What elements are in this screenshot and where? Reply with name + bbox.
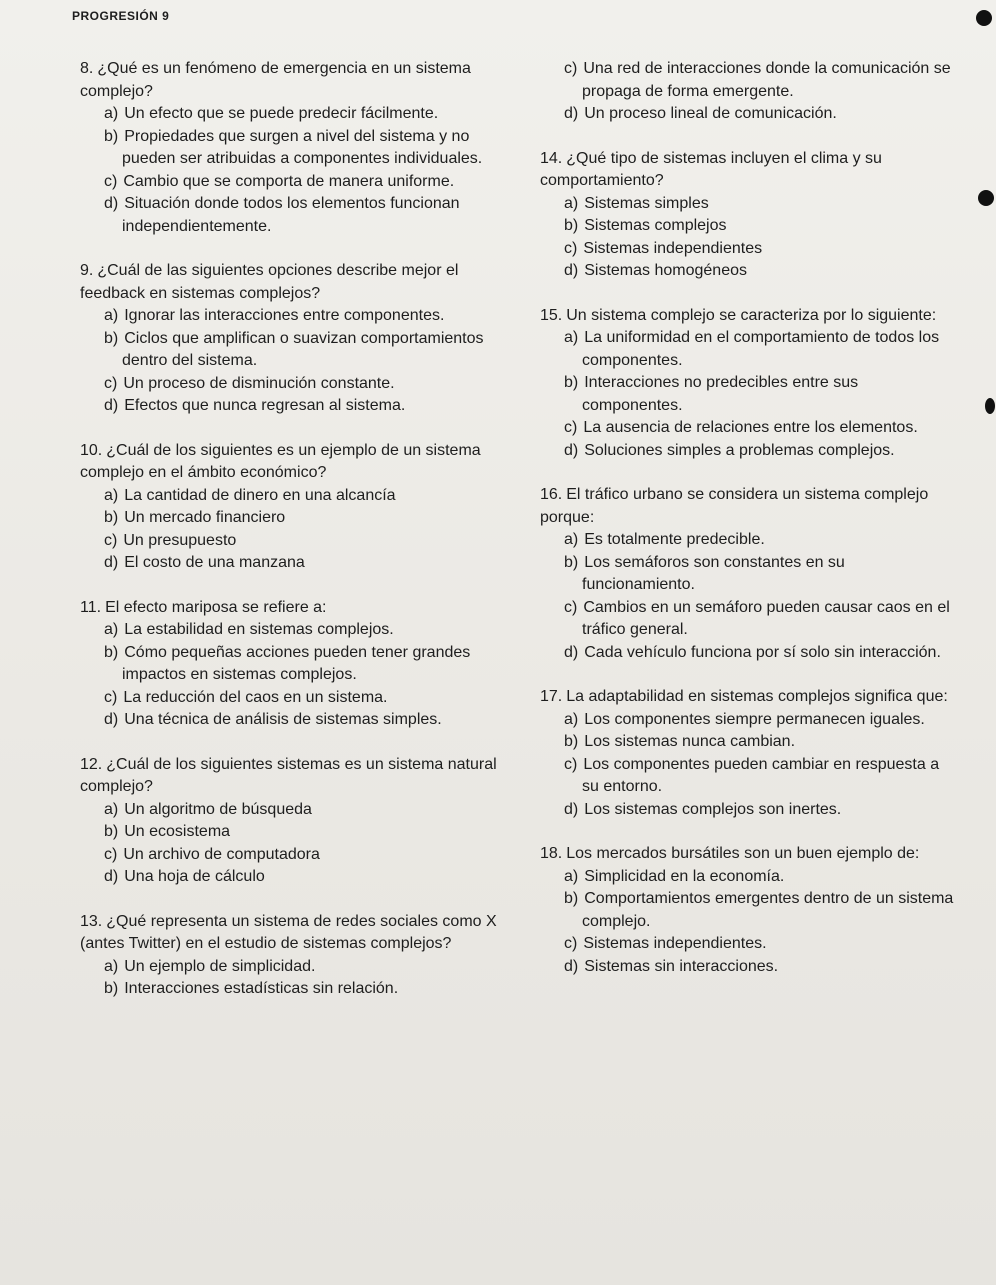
question-text: Los mercados bursátiles son un buen ejemplo de: <box>566 845 920 862</box>
option-a[interactable]: a) La estabilidad en sistemas complejos. <box>104 621 394 638</box>
option-a[interactable]: a) Simplicidad en la economía. <box>564 867 785 885</box>
option-b[interactable]: b) Propiedades que surgen a nivel del sistema y no pueden ser atribuidas a componentes individuales. <box>104 127 483 167</box>
option-b[interactable]: b) Un ecosistema <box>104 823 231 840</box>
question-text: ¿Cuál de las siguientes opciones describe mejor el feedback en sistemas complejos? <box>80 262 459 302</box>
option-b[interactable]: b) Cómo pequeñas acciones pueden tener grandes impactos en sistemas complejos. <box>104 643 471 683</box>
binder-hole-dot <box>985 398 995 414</box>
option-c[interactable]: c) Un presupuesto <box>104 531 237 549</box>
right-column <box>540 58 960 978</box>
question-text: El tráfico urbano se considera un sistema complejo porque: <box>540 486 929 526</box>
page-title: PROGRESIÓN 9 <box>72 9 170 23</box>
option-a[interactable]: a) Un algoritmo de búsqueda <box>104 800 312 818</box>
option-b[interactable]: b) Un mercado financiero <box>104 509 286 526</box>
question-text: La adaptabilidad en sistemas complejos significa que: <box>566 688 948 705</box>
option-a[interactable]: a) Un ejemplo de simplicidad. <box>104 957 316 975</box>
option-d[interactable]: d) Un proceso lineal de comunicación. <box>564 105 837 122</box>
option-a[interactable]: a) Ignorar las interacciones entre componentes. <box>104 307 445 324</box>
left-column <box>80 58 500 1001</box>
question-18: 18. Los mercados bursátiles son un buen ejemplo de: a) Simplicidad en la economía. b) Comportamientos emergentes dentro de un sistema complejo. c) Sistemas independientes. d) Sistemas sin interacciones. <box>540 843 960 978</box>
question-text: ¿Qué tipo de sistemas incluyen el clima y su comportamiento? <box>540 149 882 189</box>
question-text: ¿Cuál de los siguientes sistemas es un sistema natural complejo? <box>80 755 497 795</box>
option-a[interactable]: a) La uniformidad en el comportamiento de todos los componentes. <box>564 329 940 369</box>
option-b[interactable]: b) Los semáforos son constantes en su funcionamiento. <box>564 553 845 593</box>
question-9: 9. ¿Cuál de las siguientes opciones describe mejor el feedback en sistemas complejos? a) Ignorar las interacciones entre componentes. b) Ciclos que amplifican o suavizan comportamientos dentro del sistema. c) Un proceso de disminución constante. d) Efectos que nunca regresan al sistema. <box>80 260 500 418</box>
option-d[interactable]: d) Una técnica de análisis de sistemas simples. <box>104 711 442 728</box>
option-c[interactable]: c) Un proceso de disminución constante. <box>104 374 395 392</box>
option-c[interactable]: c) Un archivo de computadora <box>104 845 320 863</box>
binder-hole-dot <box>976 10 992 26</box>
option-a[interactable]: a) Es totalmente predecible. <box>564 531 765 548</box>
option-c[interactable]: c) Sistemas independientes <box>564 239 763 257</box>
question-13-continued <box>540 58 960 126</box>
option-d[interactable]: d) Sistemas sin interacciones. <box>564 957 779 975</box>
question-16: 16. El tráfico urbano se considera un sistema complejo porque: a) Es totalmente predecible. b) Los semáforos son constantes en su funcionamiento. c) Cambios en un semáforo pueden causar caos en el tráfico general. d) Cada vehículo funciona por sí solo sin interacción. <box>540 484 960 664</box>
question-text: Un sistema complejo se caracteriza por lo siguiente: <box>566 306 937 324</box>
option-b[interactable]: b) Los sistemas nunca cambian. <box>564 733 796 750</box>
option-d[interactable]: d) Soluciones simples a problemas complejos. <box>564 441 895 459</box>
option-a[interactable]: a) Sistemas simples <box>564 194 709 212</box>
option-b[interactable]: b) Ciclos que amplifican o suavizan comportamientos dentro del sistema. <box>104 329 484 369</box>
question-14: 14. ¿Qué tipo de sistemas incluyen el clima y su comportamiento? a) Sistemas simples b) Sistemas complejos c) Sistemas independientes d) Sistemas homogéneos <box>540 148 960 283</box>
question-17: 17. La adaptabilidad en sistemas complejos significa que: a) Los componentes siempre permanecen iguales. b) Los sistemas nunca cambian. c) Los componentes pueden cambiar en respuesta a su entorno. d) Los sistemas complejos son inertes. <box>540 686 960 821</box>
question-text: El efecto mariposa se refiere a: <box>105 598 327 616</box>
option-c[interactable]: c) Una red de interacciones donde la comunicación se propaga de forma emergente. <box>564 60 951 100</box>
question-text: ¿Qué representa un sistema de redes sociales como X (antes Twitter) en el estudio de sistemas complejos? <box>80 912 497 952</box>
binder-hole-dot <box>978 190 994 206</box>
question-12: 12. ¿Cuál de los siguientes sistemas es un sistema natural complejo? a) Un algoritmo de búsqueda b) Un ecosistema c) Un archivo de computadora d) Una hoja de cálculo <box>80 754 500 889</box>
option-c[interactable]: c) Sistemas independientes. <box>564 935 767 952</box>
option-b[interactable]: b) Interacciones estadísticas sin relación. <box>104 980 399 997</box>
option-a[interactable]: a) Un efecto que se puede predecir fácilmente. <box>104 105 439 122</box>
option-b[interactable]: b) Interacciones no predecibles entre sus componentes. <box>564 374 859 414</box>
option-b[interactable]: b) Sistemas complejos <box>564 217 727 234</box>
question-13: 13. ¿Qué representa un sistema de redes sociales como X (antes Twitter) en el estudio de sistemas complejos? a) Un ejemplo de simplicidad. b) Interacciones estadísticas sin relación. <box>80 911 500 1001</box>
option-c[interactable]: c) La reducción del caos en un sistema. <box>104 688 388 706</box>
option-c[interactable]: c) Cambios en un semáforo pueden causar caos en el tráfico general. <box>564 598 950 638</box>
option-d[interactable]: d) Sistemas homogéneos <box>564 262 747 279</box>
option-b[interactable]: b) Comportamientos emergentes dentro de un sistema complejo. <box>564 890 954 930</box>
option-d[interactable]: d) Situación donde todos los elementos funcionan independientemente. <box>104 195 460 235</box>
option-d[interactable]: d) Cada vehículo funciona por sí solo sin interacción. <box>564 643 941 661</box>
option-d[interactable]: d) Una hoja de cálculo <box>104 868 265 885</box>
option-a[interactable]: a) Los componentes siempre permanecen iguales. <box>564 710 925 728</box>
option-c[interactable]: c) Cambio que se comporta de manera uniforme. <box>104 172 455 190</box>
option-d[interactable]: d) Los sistemas complejos son inertes. <box>564 800 842 818</box>
question-11: 11. El efecto mariposa se refiere a: a) La estabilidad en sistemas complejos. b) Cómo pequeñas acciones pueden tener grandes impactos en sistemas complejos. c) La reducción del caos en un sistema. d) Una técnica de análisis de sistemas simples. <box>80 597 500 732</box>
question-text: ¿Cuál de los siguientes es un ejemplo de un sistema complejo en el ámbito económico? <box>80 441 481 481</box>
option-c[interactable]: c) La ausencia de relaciones entre los elementos. <box>564 419 918 436</box>
option-a[interactable]: a) La cantidad de dinero en una alcancía <box>104 486 396 504</box>
option-d[interactable]: d) El costo de una manzana <box>104 554 305 571</box>
question-15: 15. Un sistema complejo se caracteriza por lo siguiente: a) La uniformidad en el comportamiento de todos los componentes. b) Interacciones no predecibles entre sus componentes. c) La ausencia de relaciones entre los elementos. d) Soluciones simples a problemas complejos. <box>540 305 960 463</box>
question-text: ¿Qué es un fenómeno de emergencia en un sistema complejo? <box>80 60 471 100</box>
option-d[interactable]: d) Efectos que nunca regresan al sistema. <box>104 397 406 414</box>
question-10: 10. ¿Cuál de los siguientes es un ejemplo de un sistema complejo en el ámbito económico? a) La cantidad de dinero en una alcancía b) Un mercado financiero c) Un presupuesto d) El costo de una manzana <box>80 440 500 575</box>
option-c[interactable]: c) Los componentes pueden cambiar en respuesta a su entorno. <box>564 755 940 795</box>
question-8: 8. ¿Qué es un fenómeno de emergencia en un sistema complejo? a) Un efecto que se puede predecir fácilmente. b) Propiedades que surgen a nivel del sistema y no pueden ser atribuidas a componentes individuales. c) Cambio que se comporta de manera uniforme. d) Situación donde todos los elementos funcionan independientemente. <box>80 58 500 238</box>
